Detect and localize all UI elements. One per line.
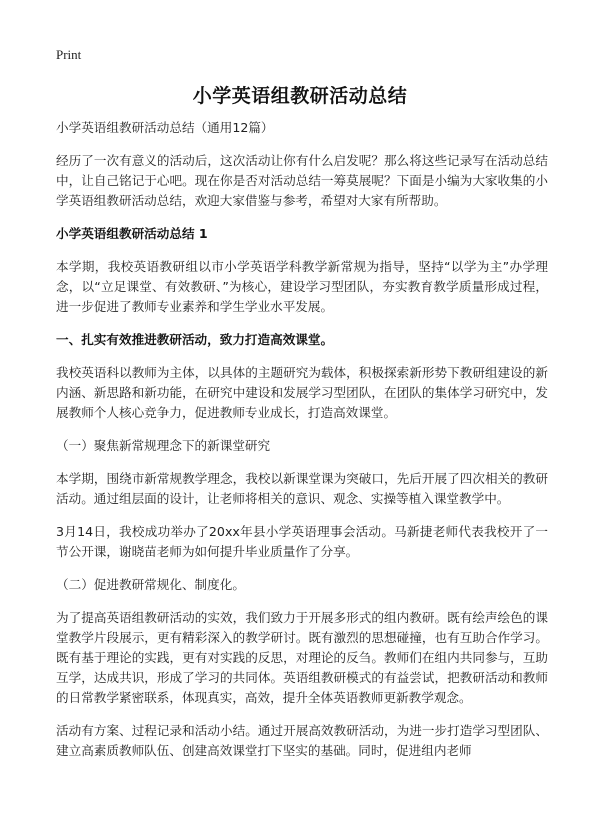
paragraph: 为了提高英语组教研活动的实效，我们致力于开展多形式的组内教研。既有绘声绘色的课堂教学片段展示，更有精彩深入的教学研讨。既有激烈的思想碰撞，也有互助合作学习。既有基于理论的实践，更有对实践的反思，对理论的反刍。教师们在组内共同参与，互助互学，达成共识，形成了学习的共同体。英语组教研模式的有益尝试，把教研活动和教师的日常教学紧密联系，体现真实，高效，提升全体英语教师更新教学观念。	[56, 610, 548, 705]
page-title: 小学英语组教研活动总结	[192, 85, 408, 107]
paragraph: 3月14日，我校成功举办了20xx年县小学英语理事会活动。马新捷老师代表我校开了一节公开课，谢晓苗老师为如何提升毕业质量作了分享。	[56, 524, 548, 559]
paragraph: 本学期，围绕市新常规教学理念，我校以新课堂课为突破口，先后开展了四次相关的教研活动。通过组层面的设计，让老师将相关的意识、观念、实操等植入课堂教学中。	[56, 471, 548, 506]
document-body	[56, 118, 548, 774]
section-heading: 小学英语组教研活动总结 1	[56, 226, 208, 241]
paragraph: 我校英语科以教师为主体，以具体的主题研究为载体，积极探索新形势下教研组建设的新内涵、新思路和新功能，在研究中建设和发展学习型团队，在团队的集体学习研究中，发展教师个人核心竞争力，促进教师专业成长，打造高效课堂。	[56, 365, 548, 420]
paragraph: 本学期，我校英语教研组以市小学英语学科教学新常规为指导，坚持“以学为主”办学理念，以“立足课堂、有效教研、”为核心，建设学习型团队，夯实教育教学质量形成过程，进一步促进了教师专业素养和学生学业水平发展。	[56, 259, 548, 314]
subsection-heading: （二）促进教研常规化、制度化。	[56, 577, 245, 592]
subsection-heading: （一）聚焦新常规理念下的新课堂研究	[56, 438, 271, 453]
print-link[interactable]: Print	[56, 47, 82, 62]
part-heading: 一、扎实有效推进教研活动，致力打造高效课堂。	[56, 332, 334, 347]
intro-paragraph: 经历了一次有意义的活动后，这次活动让你有什么启发呢？那么将这些记录写在活动总结中，让自己铭记于心吧。现在你是否对活动总结一筹莫展呢？下面是小编为大家收集的小学英语组教研活动总结，欢迎大家借鉴与参考，希望对大家有所帮助。	[56, 153, 548, 208]
document-subtitle: 小学英语组教研活动总结（通用12篇）	[56, 120, 274, 135]
paragraph: 活动有方案、过程记录和活动小结。通过开展高效教研活动，为进一步打造学习型团队、建立高素质教师队伍、创建高效课堂打下坚实的基础。同时，促进组内老师	[56, 723, 548, 758]
